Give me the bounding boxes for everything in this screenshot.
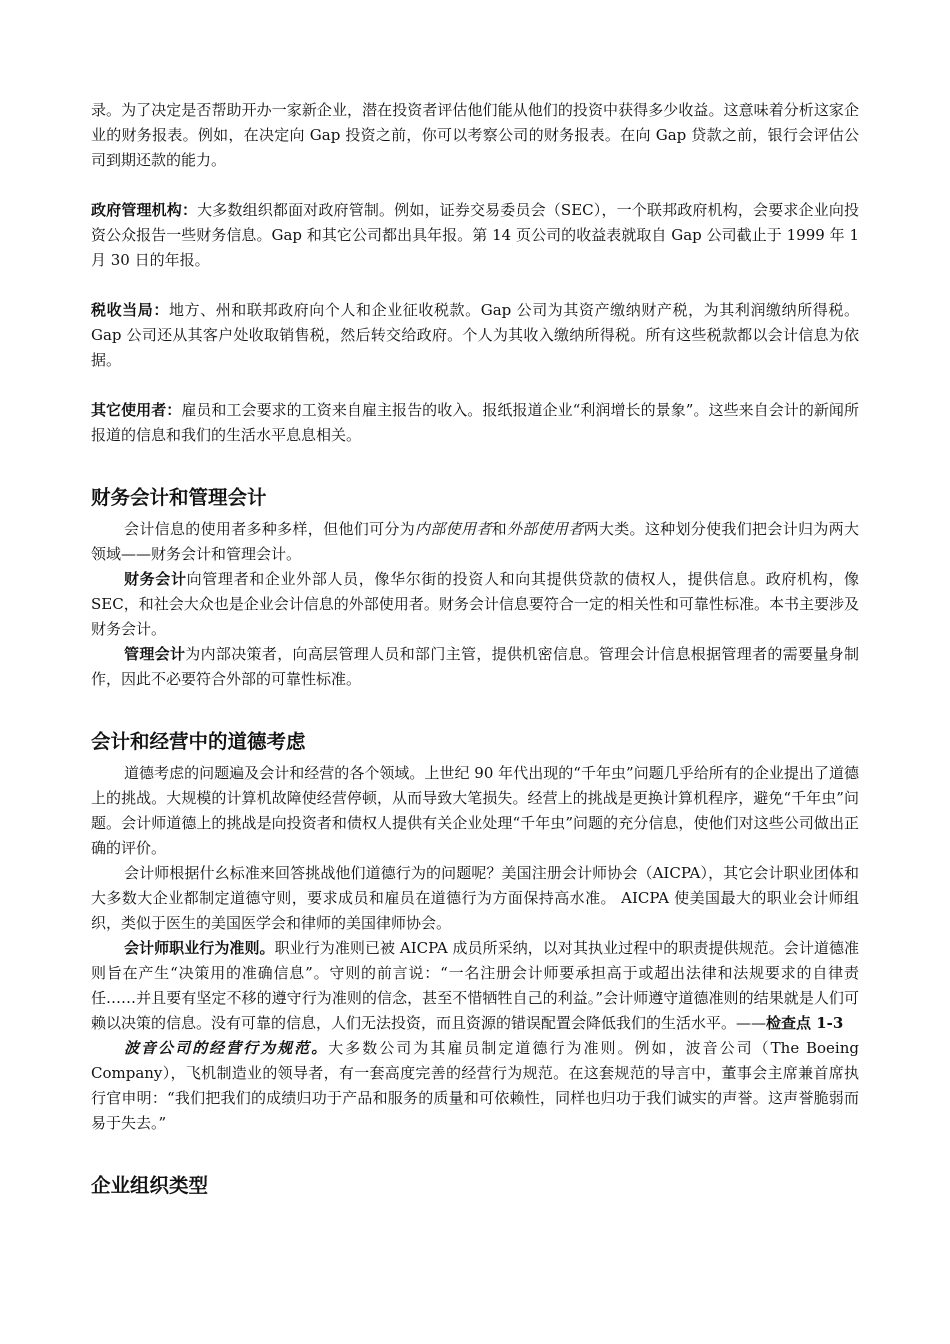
government-term: 政府管理机构： bbox=[91, 201, 198, 219]
intro-paragraph: 录。为了决定是否帮助开办一家新企业，潜在投资者评估他们能从他们的投资中获得多少收益。这意味着分析这家企业的财务报表。例如，在决定向 Gap 投资之前，你可以考察公司的财务报表。在向 Gap 贷款之前，银行会评估公司到期还款的能力。 bbox=[91, 101, 859, 169]
government-paragraph: 政府管理机构：大多数组织都面对政府管制。例如，证券交易委员会（SEC），一个联邦政府机构，会要求企业向投资公众报告一些财务信息。Gap 和其它公司都出具年报。第 14 页公司的收益表就取自 Gap 公司截止于 1999 年 1 月 30 日的年报。 bbox=[91, 201, 859, 269]
tax-term: 税收当局： bbox=[91, 301, 169, 319]
section1-paragraph-2: 财务会计向管理者和企业外部人员，像华尔街的投资人和向其提供贷款的债权人，提供信息。政府机构，像 SEC，和社会大众也是企业会计信息的外部使用者。财务会计信息要符合一定的相关性和可靠性标准。本书主要涉及财务会计。 bbox=[91, 570, 859, 638]
management-accounting-term: 管理会计 bbox=[124, 645, 186, 663]
section2-paragraph-1: 道德考虑的问题遍及会计和经营的各个领域。上世纪 90 年代出现的“千年虫”问题几乎给所有的企业提出了道德上的挑战。大规模的计算机故障使经营停顿，从而导致大笔损失。经营上的挑战是更换计算机程序，避免“千年虫”问题。会计师道德上的挑战是向投资者和债权人提供有关企业处理“千年虫”问题的充分信息，使他们对这些公司做出正确的评价。 bbox=[91, 764, 859, 857]
section2-paragraph-4: 波音公司的经营行为规范。大多数公司为其雇员制定道德行为准则。例如，波音公司（The Boeing Company），飞机制造业的领导者，有一套高度完善的经营行为规范。在这套规范的导言中，董事会主席兼首席执行官申明：“我们把我们的成绩归功于产品和服务的质量和可依赖性，同样也归功于我们诚实的声誉。这声誉脆弱而易于失去。” bbox=[91, 1039, 859, 1132]
section2-paragraph-2: 会计师根据什幺标准来回答挑战他们道德行为的问题呢？美国注册会计师协会（AICPA），其它会计职业团体和大多数大企业都制定道德守则，要求成员和雇员在道德行为方面保持高水准。 AICPA 使美国最大的职业会计师组织，类似于医生的美国医学会和律师的美国律师协会。 bbox=[91, 864, 859, 932]
other-users-paragraph: 其它使用者：雇员和工会要求的工资来自雇主报告的收入。报纸报道企业“利润增长的景象”。这些来自会计的新闻所报道的信息和我们的生活水平息息相关。 bbox=[91, 401, 859, 444]
boeing-code-term: 波音公司的经营行为规范。 bbox=[124, 1039, 329, 1057]
section1-paragraph-3: 管理会计为内部决策者，向高层管理人员和部门主管，提供机密信息。管理会计信息根据管理者的需要量身制作，因此不必要符合外部的可靠性标准。 bbox=[91, 645, 859, 688]
section-heading-financial-management: 财务会计和管理会计 bbox=[91, 486, 267, 509]
financial-accounting-term: 财务会计 bbox=[124, 570, 187, 588]
section2-paragraph-3: 会计师职业行为准则。职业行为准则已被 AICPA 成员所采纳，以对其执业过程中的职责提供规范。会计道德准则旨在产生“决策用的准确信息”。守则的前言说：“一名注册会计师要承担高于或超出法律和法规要求的自律责任……并且要有坚定不移的遵守行为准则的信念，甚至不惜牺牲自己的利益。”会计师遵守道德准则的结果就是人们可赖以决策的信息。没有可靠的信息，人们无法投资，而且资源的错误配置会降低我们的生活水平。——检查点 1-3 bbox=[91, 939, 859, 1032]
section-heading-business-organization: 企业组织类型 bbox=[91, 1174, 209, 1197]
document-page bbox=[91, 98, 859, 1205]
tax-paragraph: 税收当局：地方、州和联邦政府向个人和企业征收税款。Gap 公司为其资产缴纳财产税，为其利润缴纳所得税。Gap 公司还从其客户处收取销售税，然后转交给政府。个人为其收入缴纳所得税。所有这些税款都以会计信息为依据。 bbox=[91, 301, 859, 369]
section-heading-ethics: 会计和经营中的道德考虑 bbox=[91, 730, 306, 753]
professional-conduct-term: 会计师职业行为准则。 bbox=[124, 939, 275, 957]
other-users-term: 其它使用者： bbox=[91, 401, 182, 419]
checkpoint-reference: 检查点 1-3 bbox=[766, 1014, 844, 1032]
section1-paragraph-1: 会计信息的使用者多种多样，但他们可分为内部使用者和外部使用者两大类。这种划分使我们把会计归为两大领域——财务会计和管理会计。 bbox=[91, 520, 859, 563]
